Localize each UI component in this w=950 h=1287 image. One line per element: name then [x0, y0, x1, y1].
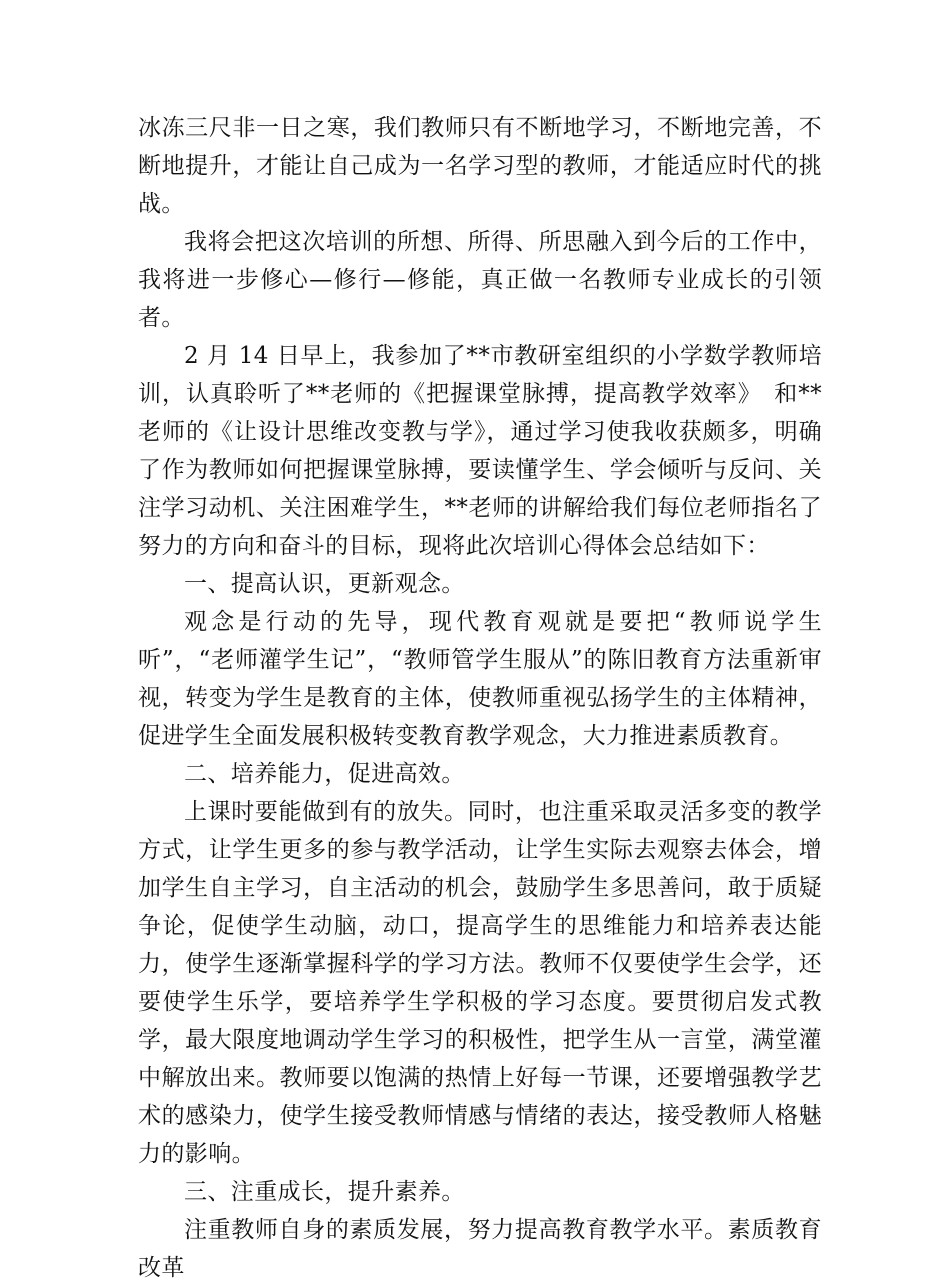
section-heading: 一、提高认识，更新观念。 [184, 571, 465, 597]
paragraph-continuation: 冰冻三尺非一日之寒，我们教师只有不断地学习，不断地完善，不断地提升，才能让自己成为一名学习型的教师，才能适应时代的挑战。 [138, 115, 822, 217]
paragraph: 注重教师自身的素质发展，努力提高教育教学水平。素质教育改革 [138, 1217, 822, 1281]
paragraph: 我将会把这次培训的所想、所得、所思融入到今后的工作中，我将进一步修心—修行—修能，真正做一名教师专业成长的引领者。 [138, 229, 822, 331]
section-heading: 三、注重成长，提升素养。 [184, 1179, 465, 1205]
section-heading: 二、培养能力，促进高效。 [184, 761, 465, 787]
paragraph: 2 月 14 日早上，我参加了**市教研室组织的小学数学教师培训，认真聆听了**老师的《把握课堂脉搏，提高教学效率》 和**老师的《让设计思维改变教与学》，通过学习使我收获颇多，明确了作为教师如何把握课堂脉搏，要读懂学生、学会倾听与反问、关注学习动机、关注困难学生，**老师的讲解给我们每位老师指名了努力的方向和奋斗的目标，现将此次培训心得体会总结如下： [138, 343, 822, 559]
document-body [138, 109, 822, 1287]
paragraph: 上课时要能做到有的放失。同时，也注重采取灵活多变的教学方式，让学生更多的参与教学活动，让学生实际去观察去体会，增加学生自主学习，自主活动的机会，鼓励学生多思善问，敢于质疑争论，促使学生动脑，动口，提高学生的思维能力和培养表达能力，使学生逐渐掌握科学的学习方法。教师不仅要使学生会学，还要使学生乐学，要培养学生学积极的学习态度。要贯彻启发式教学，最大限度地调动学生学习的积极性，把学生从一言堂，满堂灌中解放出来。教师要以饱满的热情上好每一节课，还要增强教学艺术的感染力，使学生接受教师情感与情绪的表达，接受教师人格魅力的影响。 [138, 799, 822, 1167]
paragraph: 观念是行动的先导，现代教育观就是要把“教师说学生听”，“老师灌学生记”，“教师管学生服从”的陈旧教育方法重新审视，转变为学生是教育的主体，使教师重视弘扬学生的主体精神，促进学生全面发展积极转变教育教学观念，大力推进素质教育。 [138, 609, 822, 749]
